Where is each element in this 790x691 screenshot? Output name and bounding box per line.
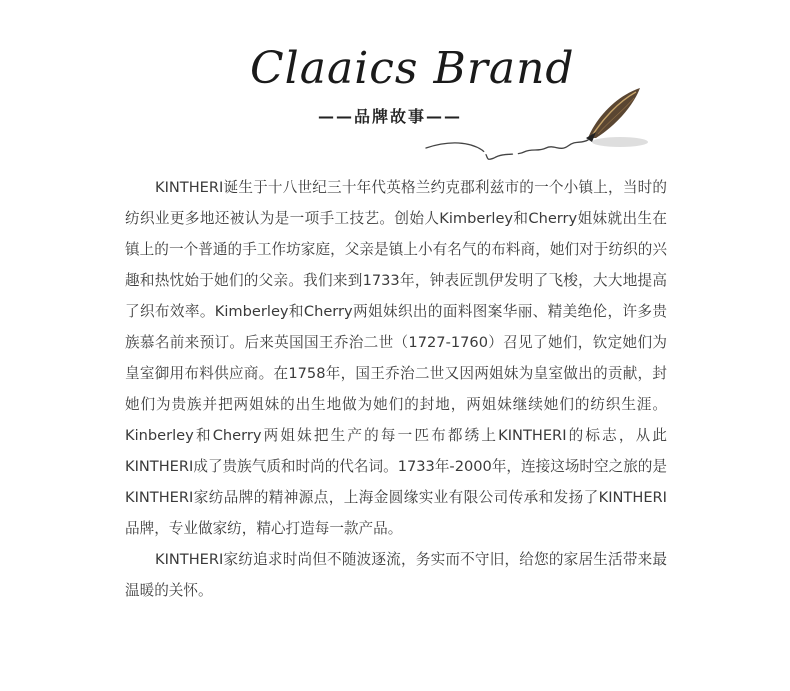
quill-pen-icon — [420, 82, 650, 172]
brand-story-subtitle: ——品牌故事—— — [317, 107, 462, 126]
story-paragraph-2: KINTHERI家纺追求时尚但不随波逐流，务实而不守旧，给您的家居生活带来最温暖的关怀。 — [125, 551, 667, 599]
brand-story-text — [125, 172, 667, 606]
story-paragraph-1: KINTHERI诞生于十八世纪三十年代英格兰约克郡利兹市的一个小镇上，当时的纺织业更多地还被认为是一项手工技艺。创始人Kimberley和Cherry姐妹就出生在镇上的一个普通的手工作坊家庭，父亲是镇上小有名气的布料商，她们对于纺织的兴趣和热忱始于她们的父亲。我们来到1733年，钟表匠凯伊发明了飞梭，大大地提高了织布效率。Kimberley和Cherry两姐妹织出的面料图案华丽、精美绝伦，许多贵族慕名前来预订。后来英国国王乔治二世（1727-1760）召见了她们，钦定她们为皇室御用布料供应商。在1758年，国王乔治二世又因两姐妹为皇室做出的贡献，封她们为贵族并把两姐妹的出生地做为她们的封地，两姐妹继续她们的纺织生涯。Kinberley和Cherry两姐妹把生产的每一匹布都绣上KINTHERI的标志，从此KINTHERI成了贵族气质和时尚的代名词。1733年-2000年，连接这场时空之旅的是KINTHERI家纺品牌的精神源点，上海金圆缘实业有限公司传承和发扬了KINTHERI品牌，专业做家纺，精心打造每一款产品。 — [125, 179, 667, 537]
brand-script-title: Claaics Brand — [250, 43, 575, 94]
